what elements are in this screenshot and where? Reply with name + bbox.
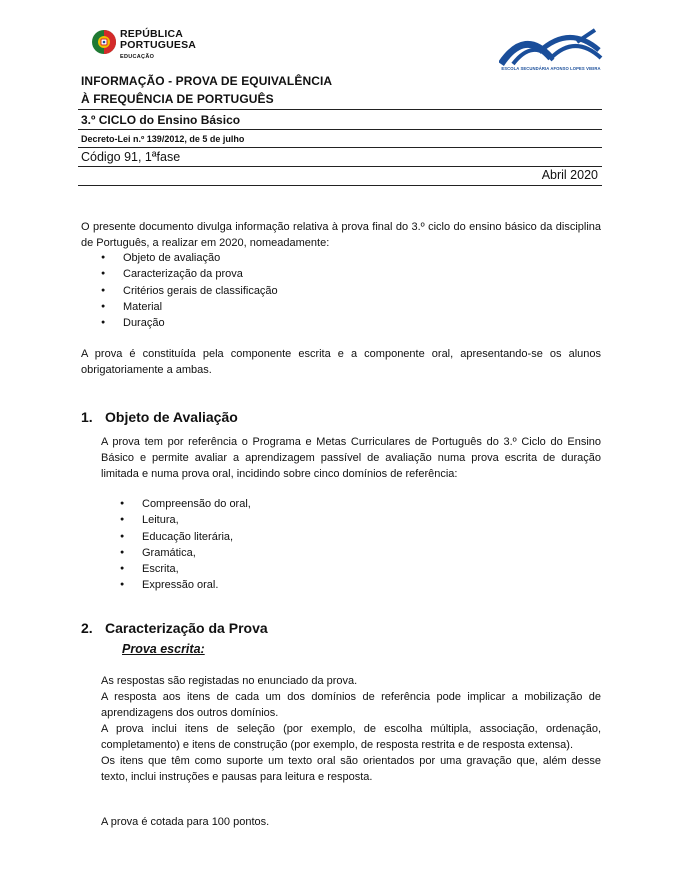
section1-list	[120, 496, 520, 594]
logo-line2: PORTUGUESA	[120, 39, 197, 51]
section1-number: 1.	[81, 409, 93, 425]
section1-paragraph: A prova tem por referência o Programa e Metas Curriculares de Português do 3.º Ciclo do Ensino Básico e permite avaliar a aprendizagem passível de avaliação numa prova escrita de duração limitada e numa prova oral, incidindo sobre cinco domínios de referência:	[101, 436, 601, 480]
divider	[78, 129, 602, 130]
intro-paragraph-2: A prova é constituída pela componente escrita e a componente oral, apresentando-se os alunos obrigatoriamente a ambas.	[81, 348, 601, 376]
date-label: Abril 2020	[541, 168, 598, 182]
list-item: ● Leitura,	[120, 512, 520, 528]
section2-heading	[81, 620, 268, 636]
section1-title: Objeto de Avaliação	[105, 409, 238, 425]
section2-final: A prova é cotada para 100 pontos.	[101, 816, 270, 828]
intro-paragraph: O presente documento divulga informação relativa à prova final do 3.º ciclo do ensino básico da disciplina de Português, a realizar em 2020, nomeadamente:	[81, 221, 601, 249]
section2-line: A prova inclui itens de seleção (por exemplo, de escolha múltipla, associação, ordenação, completamento) e itens de construção (por exemplo, de resposta restrita e de resposta extensa).	[101, 723, 601, 751]
list-item: ● Expressão oral.	[120, 577, 520, 593]
section2-line: A resposta aos itens de cada um dos domínios de referência pode implicar a mobilização de aprendizagens dos outros domínios.	[101, 691, 601, 719]
list-item: ● Caracterização da prova	[101, 266, 501, 282]
list-item: ● Escrita,	[120, 561, 520, 577]
divider	[78, 147, 602, 148]
logo-line3: EDUCAÇÃO	[120, 54, 155, 60]
list-item: ● Critérios gerais de classificação	[101, 283, 501, 299]
section2-line: As respostas são registadas no enunciado da prova.	[101, 675, 358, 687]
logo-line1: REPÚBLICA	[120, 28, 184, 40]
ciclo-label: 3.º CICLO do Ensino Básico	[81, 113, 241, 127]
decreto-label: Decreto-Lei n.º 139/2012, de 5 de julho	[81, 134, 245, 144]
section1-heading	[81, 409, 238, 425]
section2-subtitle: Prova escrita:	[122, 642, 205, 656]
list-item: ● Gramática,	[120, 545, 520, 561]
coat-of-arms-icon	[91, 27, 119, 57]
divider	[78, 185, 602, 186]
list-item: ● Material	[101, 299, 501, 315]
divider	[78, 109, 602, 110]
list-item: ● Compreensão do oral,	[120, 496, 520, 512]
document-title-line2: À FREQUÊNCIA DE PORTUGUÊS	[81, 92, 274, 106]
school-arches-icon	[499, 28, 603, 68]
intro-list	[101, 250, 501, 331]
section2-number: 2.	[81, 620, 93, 636]
document-title-line1: INFORMAÇÃO - PROVA DE EQUIVALÊNCIA	[81, 74, 333, 88]
list-item: ● Duração	[101, 315, 501, 331]
list-item: ● Educação literária,	[120, 529, 520, 545]
codigo-label: Código 91, 1ªfase	[81, 150, 181, 164]
divider	[78, 166, 602, 167]
section2-line: Os itens que têm como suporte um texto oral são orientados por uma gravação que, além desse texto, inclui instruções e pausas para leitura e resposta.	[101, 755, 601, 783]
list-item: ● Objeto de avaliação	[101, 250, 501, 266]
section2-title: Caracterização da Prova	[105, 620, 268, 636]
school-name: ESCOLA SECUNDÁRIA AFONSO LOPES VIEIRA	[501, 66, 601, 71]
